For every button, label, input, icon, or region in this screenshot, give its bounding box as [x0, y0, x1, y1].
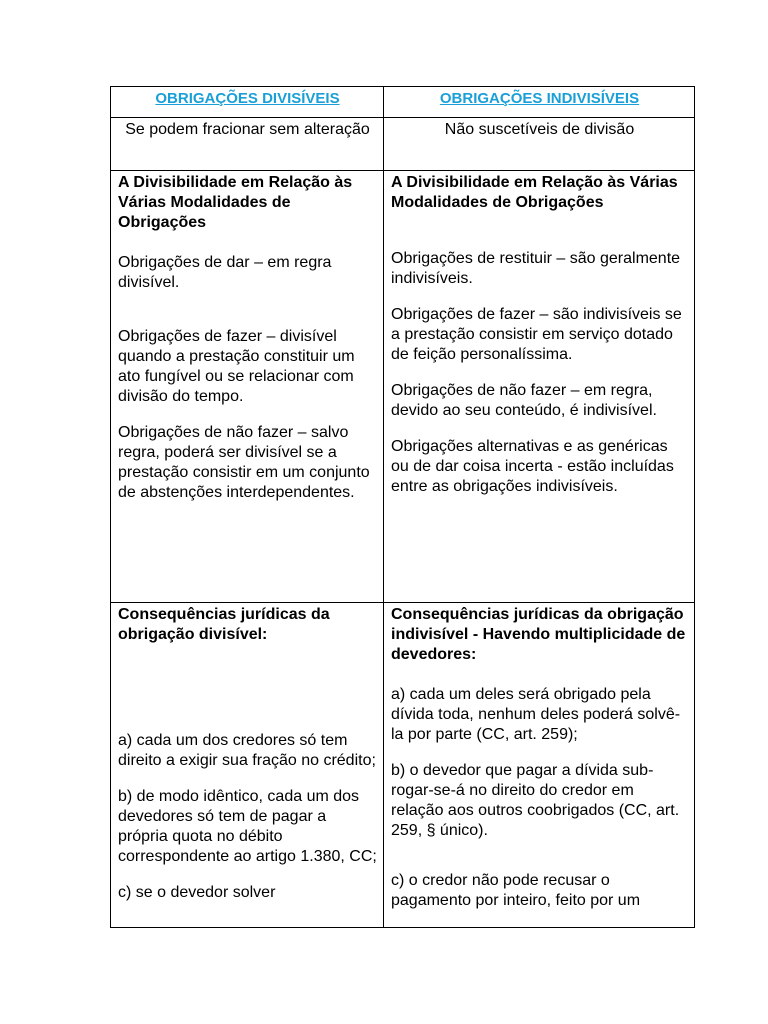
modalidade-item: Obrigações de fazer – divisível quando a prestação constituir um ato fungível ou se relacionar com divisão do tempo.	[118, 328, 355, 405]
definition-indivisiveis: Não suscetíveis de divisão	[384, 118, 695, 171]
header-row	[111, 87, 695, 118]
consequencia-item: c) se o devedor solver	[118, 884, 276, 901]
consequencias-row	[111, 603, 695, 928]
modalidade-item: Obrigações de dar – em regra divisível.	[118, 254, 332, 291]
header-cell-indivisiveis	[384, 87, 695, 118]
consequencia-item: c) o credor não pode recusar o pagamento por inteiro, feito por um	[391, 872, 641, 909]
consequencias-title-right: Consequências jurídicas da obrigação indivisível - Havendo multiplicidade de devedores:	[391, 606, 686, 663]
modalidades-divisiveis-cell	[111, 171, 384, 603]
comparison-table	[110, 86, 695, 928]
consequencia-item: a) cada um deles será obrigado pela dívida toda, nenhum deles poderá solvê-la por parte (CC, art. 259);	[391, 686, 681, 743]
consequencias-divisiveis-cell	[111, 603, 384, 928]
consequencia-item: b) de modo idêntico, cada um dos devedores só tem de pagar a própria quota no débito correspondente ao artigo 1.380, CC;	[118, 788, 377, 865]
modalidades-title-left: A Divisibilidade em Relação às Várias Modalidades de Obrigações	[118, 174, 353, 231]
definition-divisiveis: Se podem fracionar sem alteração	[111, 118, 384, 171]
modalidades-row	[111, 171, 695, 603]
header-link-divisiveis[interactable]: OBRIGAÇÕES DIVISÍVEIS	[155, 90, 340, 107]
consequencias-indivisiveis-cell	[384, 603, 695, 928]
modalidade-item: Obrigações de fazer – são indivisíveis se a prestação consistir em serviço dotado de feição personalíssima.	[391, 306, 682, 363]
modalidade-item: Obrigações de restituir – são geralmente indivisíveis.	[391, 250, 681, 287]
header-cell-divisiveis	[111, 87, 384, 118]
definition-row	[111, 118, 695, 171]
modalidade-item: Obrigações de não fazer – salvo regra, poderá ser divisível se a prestação consistir em um conjunto de abstenções interdependentes.	[118, 424, 370, 501]
modalidade-item: Obrigações de não fazer – em regra, devido ao seu conteúdo, é indivisível.	[391, 382, 657, 419]
consequencias-title-left: Consequências jurídicas da obrigação divisível:	[118, 606, 330, 643]
modalidades-title-right: A Divisibilidade em Relação às Várias Modalidades de Obrigações	[391, 174, 678, 211]
consequencia-item: b) o devedor que pagar a dívida sub-rogar-se-á no direito do credor em relação aos outros coobrigados (CC, art. 259, § único).	[391, 762, 680, 839]
header-link-indivisiveis[interactable]: OBRIGAÇÕES INDIVISÍVEIS	[439, 90, 640, 107]
modalidades-indivisiveis-cell	[384, 171, 695, 603]
modalidade-item: Obrigações alternativas e as genéricas ou de dar coisa incerta - estão incluídas entre as obrigações indivisíveis.	[391, 438, 674, 495]
consequencia-item: a) cada um dos credores só tem direito a exigir sua fração no crédito;	[118, 732, 376, 769]
